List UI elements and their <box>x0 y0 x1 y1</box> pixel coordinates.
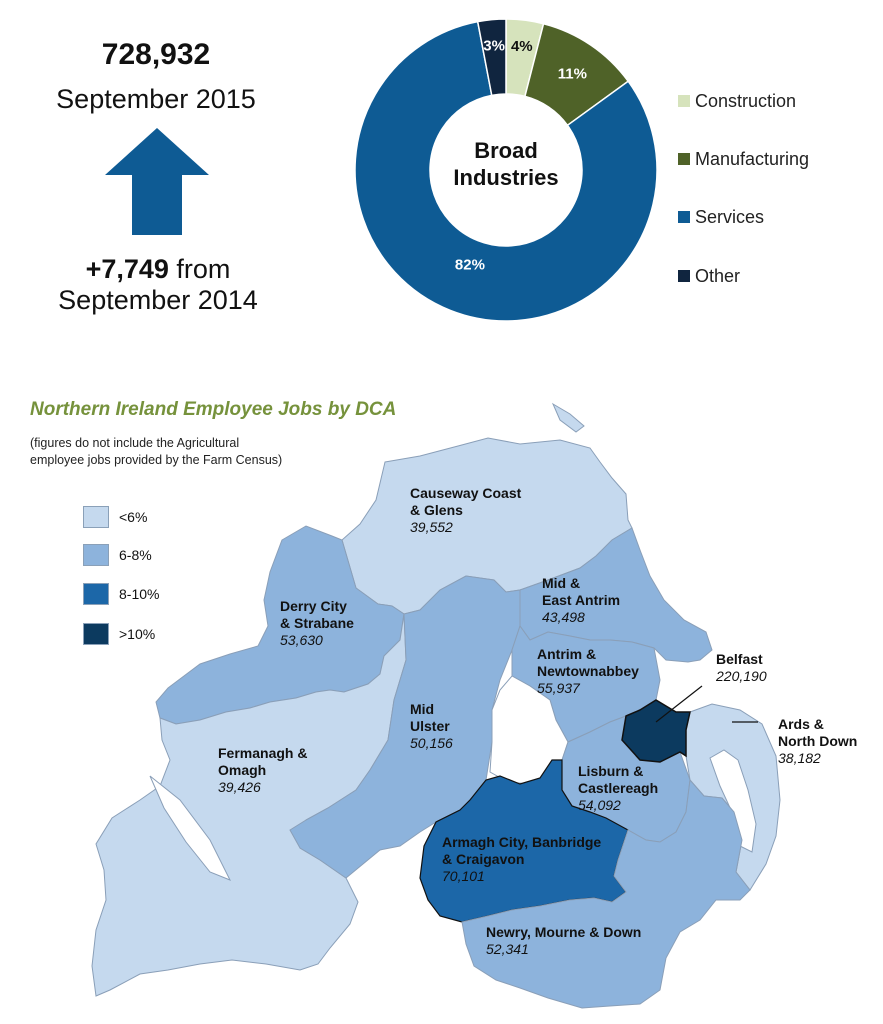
label-belfast <box>716 651 767 685</box>
map-legend-swatch-gt10 <box>83 623 109 645</box>
donut-label-services: 82% <box>454 256 485 274</box>
region-name: Causeway Coast <box>410 485 522 501</box>
region-name: Mid & <box>542 575 581 591</box>
region-name: Newtownabbey <box>537 663 639 679</box>
map-legend-label-8-10: 8-10% <box>119 586 160 602</box>
donut-label-construction: 4% <box>510 37 533 55</box>
label-causeway-coast-glens <box>410 485 521 536</box>
label-newry-mourne-down <box>486 924 641 958</box>
legend-label-manufacturing: Manufacturing <box>695 149 810 169</box>
region-value: 70,101 <box>442 868 485 884</box>
map-legend-label-gt10: >10% <box>119 626 156 642</box>
region-name: Antrim & <box>537 646 597 662</box>
legend-swatch-other <box>678 270 690 282</box>
donut-label-other: 3% <box>483 37 505 55</box>
map-legend-swatch-lt6 <box>83 506 109 528</box>
jobs-change-value: +7,749 <box>85 254 169 284</box>
region-value: 38,182 <box>778 750 821 766</box>
region-name: & Strabane <box>280 615 354 631</box>
region-name: North Down <box>778 733 858 749</box>
label-mid-east-antrim <box>542 575 620 626</box>
region-name: & Glens <box>410 502 463 518</box>
donut-center-line-2: Industries <box>453 165 559 190</box>
label-derry-strabane <box>280 598 354 649</box>
legend-swatch-manufacturing <box>678 153 690 165</box>
region-name: Castlereagh <box>578 780 659 796</box>
jobs-change <box>0 254 316 316</box>
region-name: Mid <box>410 701 435 717</box>
region-value: 43,498 <box>542 609 585 625</box>
region-value: 39,426 <box>218 779 261 795</box>
region-name: Armagh City, Banbridge <box>442 834 602 850</box>
legend-swatch-services <box>678 211 690 223</box>
label-mid-ulster <box>410 701 453 752</box>
label-ards-north-down <box>778 716 857 767</box>
donut-label-manufacturing: 11% <box>557 65 587 83</box>
region-value: 54,092 <box>578 797 621 813</box>
label-lisburn-castlereagh <box>578 763 658 814</box>
total-jobs-value: 728,932 <box>101 38 211 71</box>
map-legend-label-lt6: <6% <box>119 509 148 525</box>
region-value: 39,552 <box>410 519 453 535</box>
region-name: Ards & <box>778 716 824 732</box>
region-name: Fermanagh & <box>218 745 308 761</box>
legend-swatch-construction <box>678 95 690 107</box>
map-title: Northern Ireland Employee Jobs by DCA <box>30 399 397 420</box>
region-name: Derry City <box>280 598 347 614</box>
region-name: Omagh <box>218 762 267 778</box>
up-arrow-icon <box>105 128 209 235</box>
region-value: 52,341 <box>486 941 529 957</box>
map-legend-swatch-8-10 <box>83 583 109 605</box>
broad-industries-donut <box>354 18 658 322</box>
jobs-change-period: September 2014 <box>58 285 258 315</box>
map-note <box>30 435 330 469</box>
donut-center-line-1: Broad <box>474 138 538 163</box>
region-value: 50,156 <box>410 735 453 751</box>
map-note-line2: employee jobs provided by the Farm Census) <box>30 453 283 467</box>
jobs-change-from: from <box>176 254 231 284</box>
map-note-line1: (figures do not include the Agricultural <box>30 436 240 450</box>
legend-label-construction: Construction <box>695 91 797 111</box>
region-name: Newry, Mourne & Down <box>486 924 642 940</box>
legend-label-other: Other <box>695 266 741 286</box>
label-armagh-banbridge-craigavon <box>442 834 601 885</box>
legend-label-services: Services <box>695 207 765 227</box>
region-value: 53,630 <box>280 632 323 648</box>
region-name: Belfast <box>716 651 763 667</box>
map-legend-label-6-8: 6-8% <box>119 547 152 563</box>
region-value: 220,190 <box>716 668 767 684</box>
region-name: Ulster <box>410 718 450 734</box>
label-antrim-newtownabbey <box>537 646 639 697</box>
region-value: 55,937 <box>537 680 580 696</box>
region-name: East Antrim <box>542 592 621 608</box>
map-legend-swatch-6-8 <box>83 544 109 566</box>
region-name: & Craigavon <box>442 851 525 867</box>
region-name: Lisburn & <box>578 763 644 779</box>
total-jobs-period: September 2015 <box>56 84 256 114</box>
label-fermanagh-omagh <box>218 745 307 796</box>
